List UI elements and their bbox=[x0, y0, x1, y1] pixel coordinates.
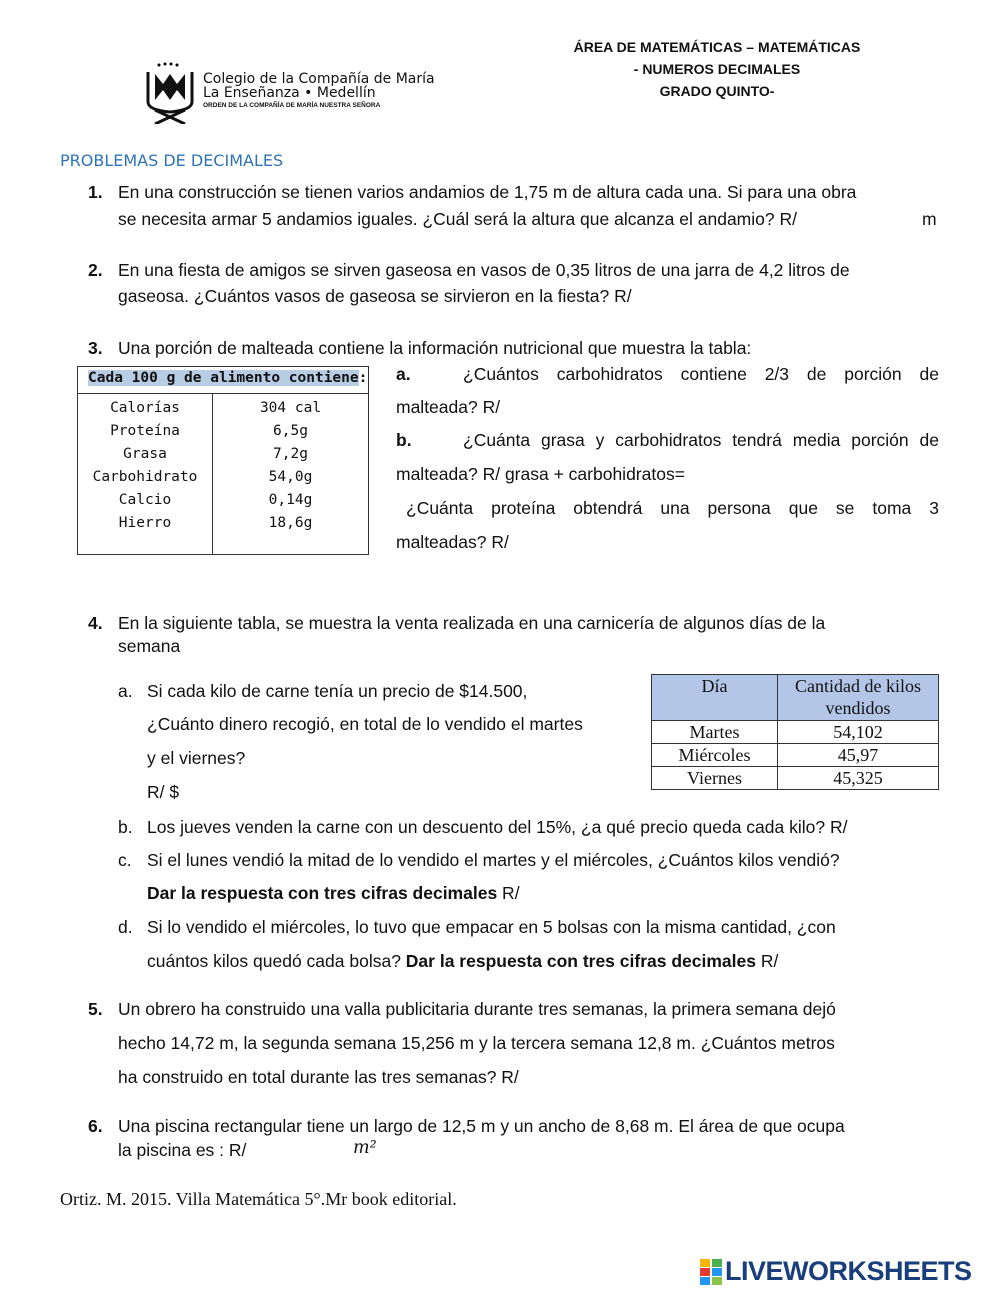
nutrition-table-header: Cada 100 g de alimento contiene: bbox=[78, 367, 369, 394]
q3a-label: a. bbox=[396, 364, 411, 384]
problem-4-line-1: En la siguiente tabla, se muestra la venta realizada en una carnicería de algunos días de la bbox=[118, 613, 826, 633]
table-cell: 6,5g bbox=[273, 423, 308, 439]
table-cell: 7,2g bbox=[273, 446, 308, 462]
q4a-line-4: R/ $ bbox=[147, 782, 180, 802]
table-cell: Hierro bbox=[118, 515, 172, 531]
q4c-label: c. bbox=[118, 850, 132, 870]
table-cell: 54,0g bbox=[268, 469, 313, 485]
q4c-line-1: Si el lunes vendió la mitad de lo vendido el martes y el miércoles, ¿Cuántos kilos vendió? bbox=[147, 850, 840, 870]
header-line-3: GRADO QUINTO- bbox=[659, 83, 775, 99]
problem-5-line-1: Un obrero ha construido una valla publicitaria durante tres semanas, la primera semana dejó bbox=[118, 999, 836, 1019]
school-city: La Enseñanza • Medellín bbox=[203, 85, 376, 101]
q3b-line-2: malteada? R/ grasa + carbohidratos= bbox=[396, 464, 685, 484]
problem-4-number: 4. bbox=[88, 613, 103, 633]
problem-5-number: 5. bbox=[88, 999, 103, 1019]
school-name: Colegio de la Compañía de María bbox=[203, 71, 435, 87]
q4a-label: a. bbox=[118, 681, 133, 701]
q4b-label: b. bbox=[118, 817, 133, 837]
q4b-line-1: Los jueves venden la carne con un descuento del 15%, ¿a qué precio queda cada kilo? R/ bbox=[147, 817, 848, 837]
sales-table bbox=[651, 674, 939, 790]
table-row bbox=[652, 767, 939, 790]
table-cell: 304 cal bbox=[259, 400, 322, 416]
q4d-line-1: Si lo vendido el miércoles, lo tuvo que empacar en 5 bolsas con la misma cantidad, ¿con bbox=[147, 917, 836, 937]
section-title: PROBLEMAS DE DECIMALES bbox=[60, 151, 284, 170]
q3b-line-1: ¿Cuánta grasa y carbohidratos tendrá media porción de bbox=[463, 430, 939, 450]
q3c-line-1: ¿Cuánta proteína obtendrá una persona que se toma 3 bbox=[406, 498, 939, 518]
q3a-line-2: malteada? R/ bbox=[396, 397, 501, 417]
table-cell: Martes bbox=[652, 721, 778, 744]
problem-6-line-2: la piscina es : R/ bbox=[118, 1140, 247, 1160]
table-cell: Proteína bbox=[110, 423, 180, 439]
problem-1-line-2: se necesita armar 5 andamios iguales. ¿Cuál será la altura que alcanza el andamio? R/ bbox=[118, 209, 797, 229]
table-cell: 45,325 bbox=[778, 767, 939, 790]
table-cell: 45,97 bbox=[778, 744, 939, 767]
table-cell: Carbohidrato bbox=[92, 469, 198, 485]
liveworksheets-wordmark: LIVEWORKSHEETS bbox=[725, 1256, 972, 1286]
q4d-line-2: cuántos kilos quedó cada bolsa? Dar la respuesta con tres cifras decimales R/ bbox=[147, 951, 779, 971]
school-order: ORDEN DE LA COMPAÑÍA DE MARÍA NUESTRA SEÑORA bbox=[203, 102, 381, 109]
table-cell: Miércoles bbox=[652, 744, 778, 767]
table-cell: Viernes bbox=[652, 767, 778, 790]
table-cell: Calorías bbox=[110, 400, 180, 416]
nutrition-table bbox=[77, 366, 369, 555]
problem-2-number: 2. bbox=[88, 260, 103, 280]
q4a-line-2: ¿Cuánto dinero recogió, en total de lo vendido el martes bbox=[147, 714, 583, 734]
liveworksheets-icon bbox=[700, 1259, 722, 1285]
header-line-1: ÁREA DE MATEMÁTICAS – MATEMÁTICAS bbox=[573, 39, 861, 55]
problem-1-line-1: En una construcción se tienen varios andamios de 1,75 m de altura cada una. Si para una obra bbox=[118, 182, 857, 202]
table-cell: 18,6g bbox=[268, 515, 313, 531]
q3c-line-2: malteadas? R/ bbox=[396, 532, 509, 552]
header-line-2: - NUMEROS DECIMALES bbox=[633, 61, 801, 77]
q4a-line-3: y el viernes? bbox=[147, 748, 246, 768]
table-header: Cantidad de kilos vendidos bbox=[778, 675, 939, 721]
school-crest-icon bbox=[145, 62, 195, 124]
problem-2-line-1: En una fiesta de amigos se sirven gaseosa en vasos de 0,35 litros de una jarra de 4,2 litros de bbox=[118, 260, 850, 280]
problem-6-line-1: Una piscina rectangular tiene un largo de 12,5 m y un ancho de 8,68 m. El área de que ocupa bbox=[118, 1116, 845, 1136]
problem-1-number: 1. bbox=[88, 182, 103, 202]
q3a-line-1: ¿Cuántos carbohidratos contiene 2/3 de porción de bbox=[463, 364, 939, 384]
problem-4-line-2: semana bbox=[118, 636, 181, 656]
problem-5-line-2: hecho 14,72 m, la segunda semana 15,256 m y la tercera semana 12,8 m. ¿Cuántos metros bbox=[118, 1033, 835, 1053]
q4d-label: d. bbox=[118, 917, 133, 937]
school-logo bbox=[145, 62, 435, 129]
table-cell: Calcio bbox=[118, 492, 172, 508]
q3b-label: b. bbox=[396, 430, 412, 450]
problem-5-line-3: ha construido en total durante las tres semanas? R/ bbox=[118, 1067, 519, 1087]
problem-3-line-1: Una porción de malteada contiene la información nutricional que muestra la tabla: bbox=[118, 338, 752, 358]
q4c-line-2: Dar la respuesta con tres cifras decimales R/ bbox=[147, 883, 520, 903]
problem-6-number: 6. bbox=[88, 1116, 103, 1136]
nutrient-names bbox=[78, 394, 213, 555]
table-cell: 0,14g bbox=[268, 492, 313, 508]
table-row bbox=[652, 744, 939, 767]
nutrient-values bbox=[213, 394, 369, 555]
table-cell: 54,102 bbox=[778, 721, 939, 744]
table-row bbox=[652, 721, 939, 744]
q4a-line-1: Si cada kilo de carne tenía un precio de $14.500, bbox=[147, 681, 528, 701]
problem-3-number: 3. bbox=[88, 338, 103, 358]
problem-2-line-2: gaseosa. ¿Cuántos vasos de gaseosa se sirvieron en la fiesta? R/ bbox=[118, 286, 632, 306]
table-cell: Grasa bbox=[123, 446, 167, 462]
liveworksheets-logo bbox=[700, 1256, 972, 1287]
problem-1-unit: m bbox=[922, 209, 937, 229]
problem-6-unit: m² bbox=[353, 1138, 377, 1158]
table-header: Día bbox=[652, 675, 778, 721]
citation: Ortiz. M. 2015. Villa Matemática 5°.Mr book editorial. bbox=[60, 1189, 457, 1209]
